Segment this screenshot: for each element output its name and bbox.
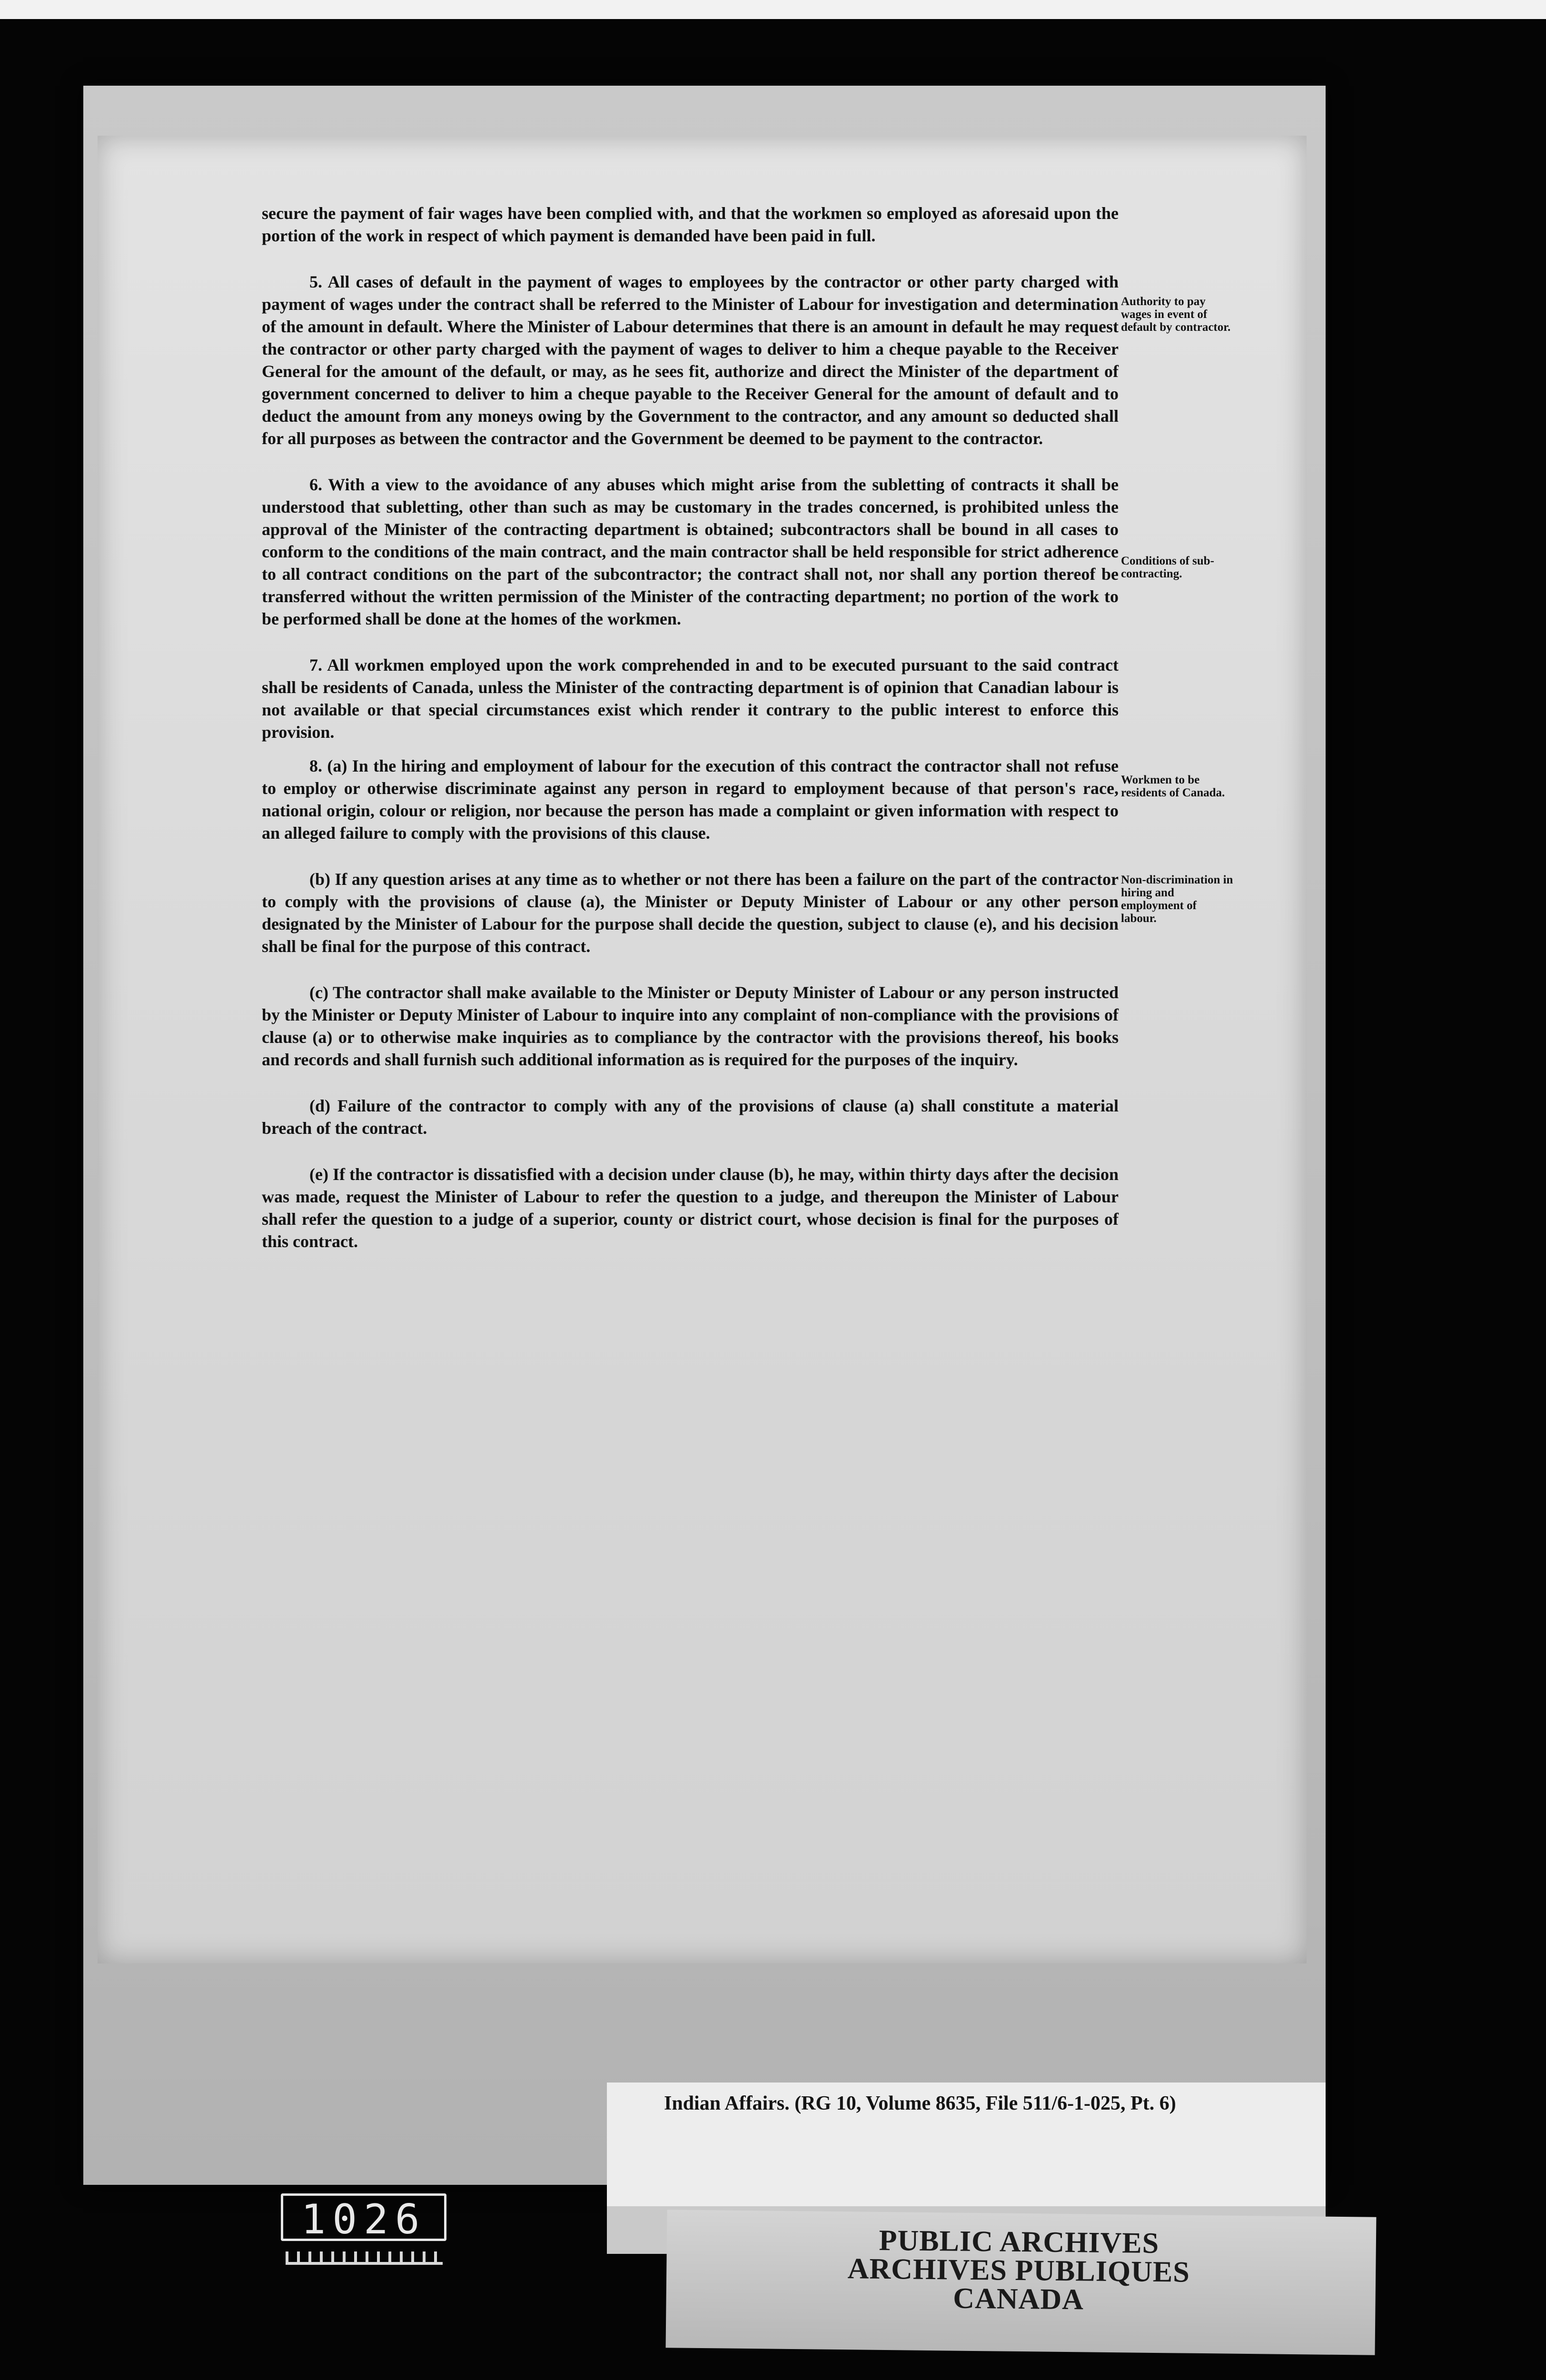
- stamp-line-3: CANADA: [952, 2282, 1084, 2316]
- margin-note-authority: Authority to pay wages in event of default by contractor.: [1121, 295, 1231, 334]
- film-top-edge: [0, 0, 1546, 19]
- stamp-line-2: ARCHIVES PUBLIQUES: [847, 2252, 1190, 2289]
- paragraph-8c: (c) The contractor shall make available to the Minister or Deputy Minister of Labour or any person instructed by the Minister or Deputy Minister of Labour to inquire into any complaint of non-compliance with the provisions of clause (a) or to otherwise make inquiries as to compliance by the contractor with the provisions thereof, his books and records and shall furnish such additional information as is required for the purposes of the inquiry.: [262, 983, 1119, 1069]
- paragraph-8a: 8. (a) In the hiring and employment of labour for the execution of this contract the contractor shall not refuse to employ or otherwise discriminate against any person in regard to employment because of that person's race, national origin, colour or religion, nor because the person has made a complaint or given information with respect to an alleged failure to comply with the provisions of this clause.: [262, 756, 1119, 843]
- intro-paragraph: secure the payment of fair wages have been complied with, and that the workmen so employed as aforesaid upon the portion of the work in respect of which payment is demanded have been paid in full.: [262, 204, 1119, 245]
- microfilm-frame-number: 1026: [281, 2193, 446, 2241]
- archive-reference: Indian Affairs. (RG 10, Volume 8635, File 511/6-1-025, Pt. 6): [664, 2092, 1176, 2114]
- frame-tick-baseline: [286, 2262, 443, 2265]
- paragraph-5: 5. All cases of default in the payment of wages to employees by the contractor or other party charged with payment of wages under the contract shall be referred to the Minister of Labour for investigation and determination of the amount in default. Where the Minister of Labour determines that there is an amount in default he may request the contractor or other party charged with the payment of wages to deliver to him a cheque payable to the Receiver General for the amount of the default, or may, as he sees fit, authorize and direct the Minister of the department of government concerned to deliver to him a cheque payable to the Receiver General for the amount of default and to deduct the amount from any moneys owing by the Government to the contractor, and any amount so deducted shall for all purposes as between the contractor and the Government be deemed to be payment to the contractor.: [262, 272, 1119, 448]
- paragraph-7: 7. All workmen employed upon the work comprehended in and to be executed pursuant to the said contract shall be residents of Canada, unless the Minister of the contracting department is of opinion that Canadian labour is not available or that special circumstances exist which render it contrary to the public interest to enforce this provision.: [262, 655, 1119, 742]
- archive-stamp: [813, 2225, 1224, 2315]
- document-body: [262, 202, 1119, 1277]
- paragraph-8e: (e) If the contractor is dissatisfied with a decision under clause (b), he may, within thirty days after the decision was made, request the Minister of Labour to refer the question to a judge, and thereupon the Minister of Labour shall refer the question to a judge of a superior, county or district court, whose decision is final for the purposes of this contract.: [262, 1165, 1119, 1251]
- paragraph-8d: (d) Failure of the contractor to comply with any of the provisions of clause (a) shall constitute a material breach of the contract.: [262, 1096, 1119, 1138]
- archive-reference-label: [607, 2082, 1326, 2206]
- margin-note-non-discrimination: Non-discrimination in hiring and employment of labour.: [1121, 873, 1233, 925]
- archive-stamp-tape: [666, 2210, 1377, 2355]
- margin-note-subcontracting: Conditions of sub-contracting.: [1121, 555, 1214, 580]
- paragraph-6: 6. With a view to the avoidance of any abuses which might arise from the subletting of contracts it shall be understood that subletting, other than such as may be customary in the trades concerned, is prohibited unless the approval of the Minister of the contracting department is obtained; subcontractors shall be bound in all cases to conform to the conditions of the main contract, and the main contractor shall be held responsible for strict adherence to all contract conditions on the part of the subcontractor; the contract shall not, nor shall any portion thereof be transferred without the written permission of the Minister of the contracting department; no portion of the work to be performed shall be done at the homes of the workmen.: [262, 475, 1119, 628]
- margin-note-residents: Workmen to be residents of Canada.: [1121, 774, 1225, 799]
- stamp-line-1: PUBLIC ARCHIVES: [879, 2224, 1160, 2260]
- paragraph-8b: (b) If any question arises at any time as to whether or not there has been a failure on the part of the contractor to comply with the provisions of clause (a), the Minister or Deputy Minister of Labour or any other person designated by the Minister of Labour for the purpose shall decide the question, subject to clause (e), and his decision shall be final for the purpose of this contract.: [262, 870, 1119, 956]
